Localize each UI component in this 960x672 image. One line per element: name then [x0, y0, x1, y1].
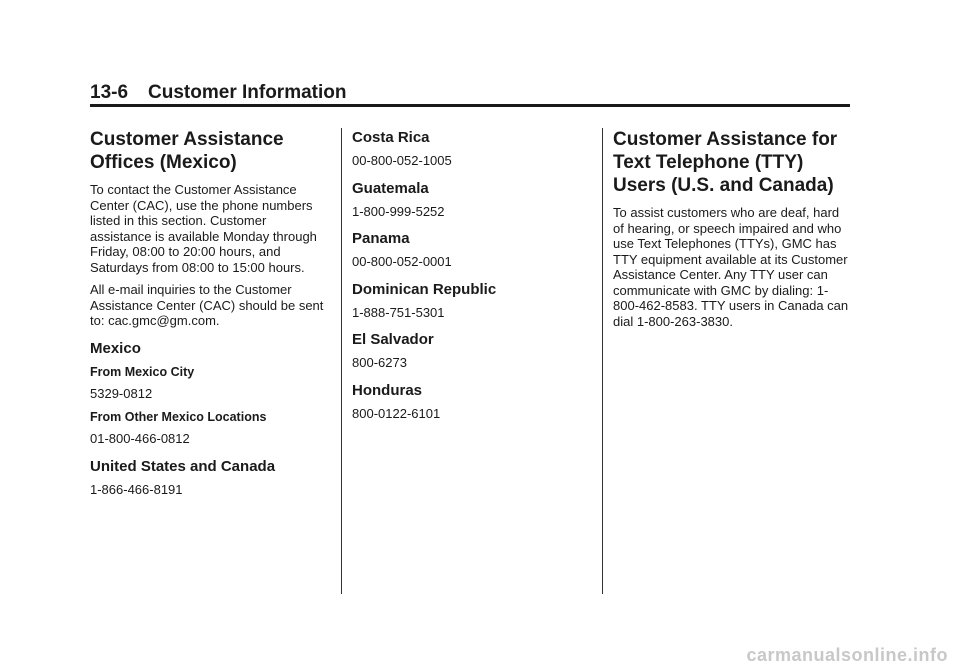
country-name: El Salvador: [352, 331, 434, 348]
page-number: 13-6: [90, 82, 129, 103]
cac-contact-paragraph: To contact the Customer Assistance Center (CAC), use the phone numbers listed in this section. Customer assistance is available Monday through Friday, 08:00 to 20:00 hours, and Saturdays from 08:00 to 15:00 hours.: [90, 182, 317, 275]
tty-title: Customer Assistance for Text Telephone (TTY) Users (U.S. and Canada): [613, 129, 838, 196]
country-number: 00-800-052-1005: [352, 153, 452, 168]
usa-canada-number: 1-866-466-8191: [90, 481, 183, 497]
mexico-other-number: 01-800-466-0812: [90, 431, 190, 446]
section-title: Customer Information: [148, 82, 347, 103]
country-name: Honduras: [352, 381, 423, 399]
country-name: Guatemala: [352, 179, 429, 197]
usa-canada-heading: United States and Canada: [90, 457, 276, 475]
watermark: carmanualsonline.info: [746, 645, 948, 665]
country-name: Dominican Republic: [352, 280, 497, 298]
column-divider-2: [602, 128, 603, 594]
column-divider-1: [341, 128, 342, 594]
header-rule: [90, 104, 850, 107]
tty-paragraph: To assist customers who are deaf, hard of hearing, or speech impaired and who use Text Telephones (TTYs), GMC has TTY equipment available at its Customer Assistance Center. Any TTY user can communicate with GMC by dialing: 1-800-462-8583. TTY users in Canada can dial 1-800-263-3830.: [613, 205, 849, 329]
country-number: 00-800-052-0001: [352, 254, 452, 269]
country-name: Panama: [352, 230, 410, 247]
mexico-offices-title: Customer Assistance Offices (Mexico): [90, 129, 284, 173]
country-number: 1-800-999-5252: [352, 203, 445, 219]
cac-email-paragraph: All e-mail inquiries to the Customer Assistance Center (CAC) should be sent to: cac.gmc@gm.com.: [90, 282, 324, 328]
column-mexico-offices: [90, 128, 330, 505]
column-tty: [613, 128, 853, 336]
country-number: 800-6273: [352, 355, 407, 370]
country-name: Costa Rica: [352, 129, 430, 146]
mexico-heading: Mexico: [90, 339, 141, 357]
column-countries: [352, 128, 592, 429]
page-header: [90, 80, 850, 106]
country-number: 800-0122-6101: [352, 405, 441, 421]
mexico-city-number: 5329-0812: [90, 385, 153, 401]
mexico-city-label: From Mexico City: [90, 364, 195, 379]
header-title: [90, 80, 850, 106]
mexico-other-label: From Other Mexico Locations: [90, 410, 267, 424]
country-number: 1-888-751-5301: [352, 304, 445, 320]
